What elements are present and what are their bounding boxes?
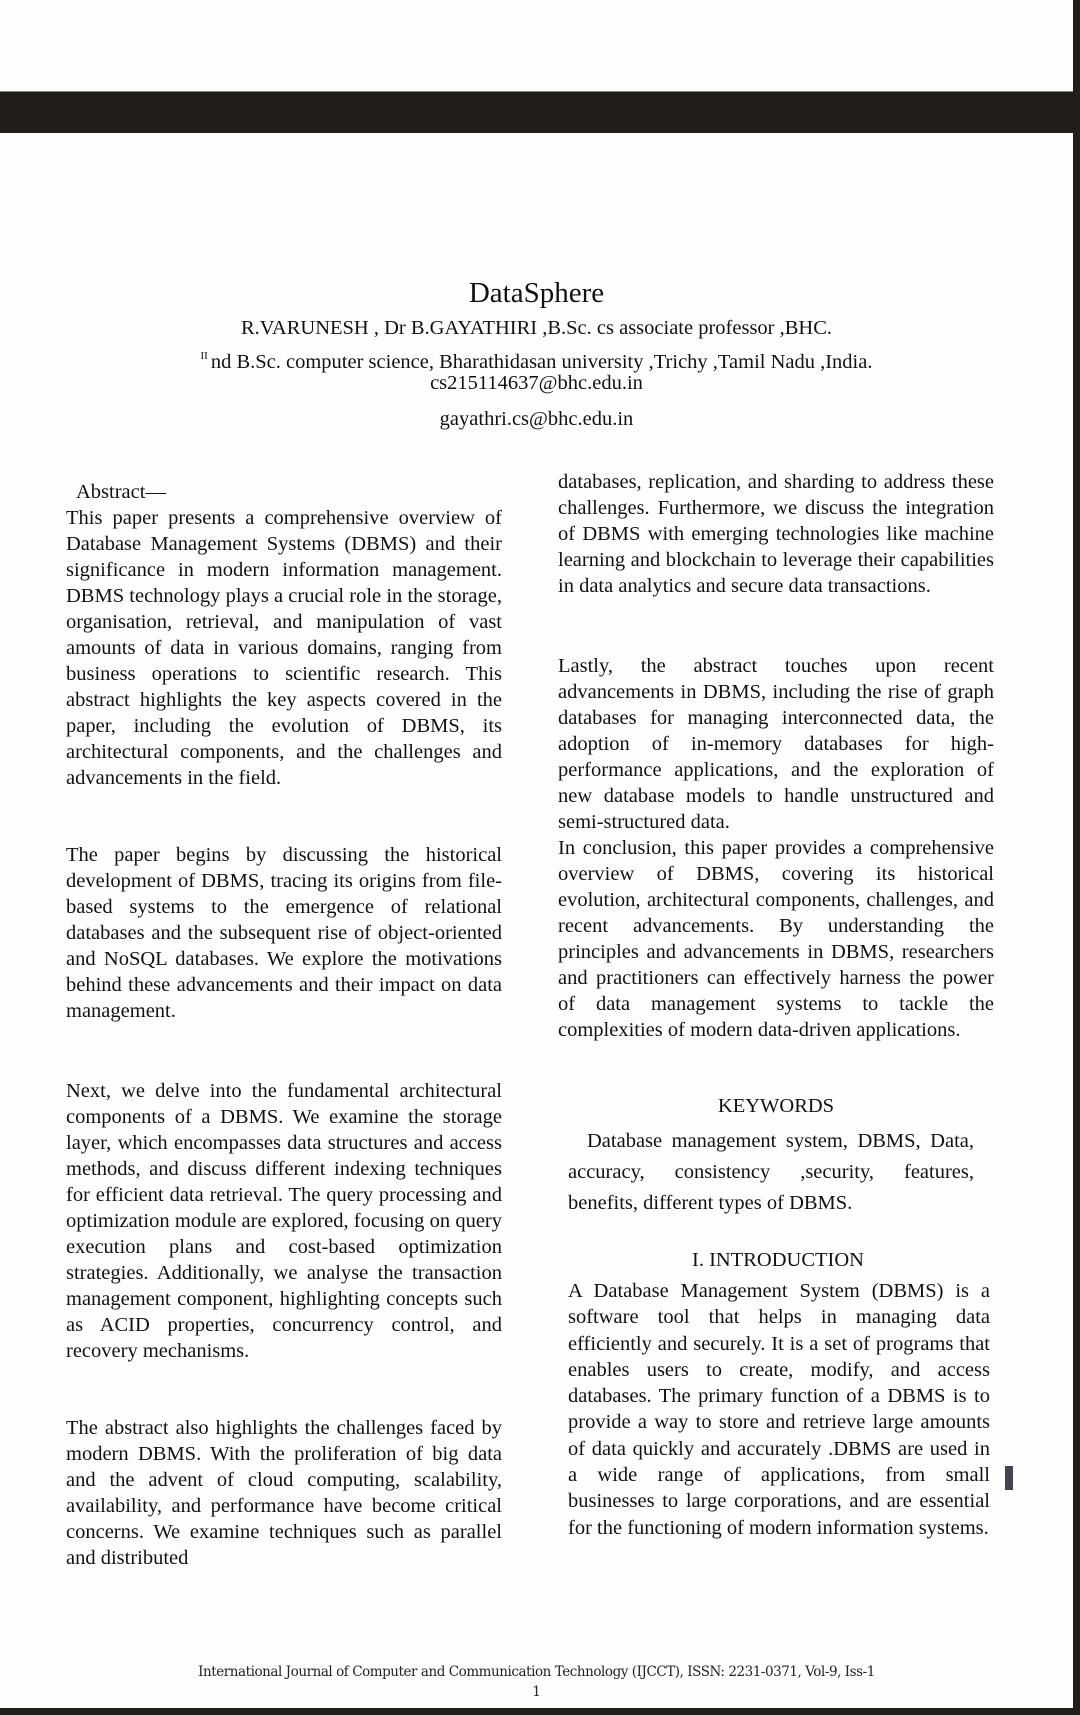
paragraph-text: In conclusion, this paper provides a comprehensive overview of DBMS, covering its historical evolution, architectural components, challenges, and recent advancements. By understanding the principles and advancements in DBMS, researchers and practitioners can effectively harness the power of data management systems to tackle the complexities of modern data-driven applications. [558,837,994,1041]
viewer-top-bar [0,91,1073,133]
abstract-paragraph-4-continued [558,469,994,599]
footer-journal-citation: International Journal of Computer and Communication Technology (IJCCT), ISSN: 2231-0371, Vol-9, Iss-1 [198,1664,875,1680]
introduction-heading: I. INTRODUCTION [692,1249,864,1271]
author-email-1: cs215114637@bhc.edu.in [430,372,643,394]
abstract-paragraph-4 [66,1415,502,1571]
abstract-paragraph-3 [66,1078,502,1364]
affiliation-superscript: II [200,350,208,362]
paragraph-text: Next, we delve into the fundamental architectural components of a DBMS. We examine the storage layer, which encompasses data structures and access methods, and discuss different indexing techniques for efficient data retrieval. The query processing and optimization module are explored, focusing on query execution plans and cost-based optimization strategies. Additionally, we analyse the transaction management component, highlighting concepts such as ACID properties, concurrency control, and recovery mechanisms. [66,1080,502,1362]
abstract-paragraph-1 [66,505,502,791]
affiliation-text: nd B.Sc. computer science, Bharathidasan university ,Trichy ,Tamil Nadu ,India. [210,351,873,373]
paragraph-text: The abstract also highlights the challenges faced by modern DBMS. With the proliferation of big data and the advent of cloud computing, scalability, availability, and performance have become critical concerns. We examine techniques such as parallel and distributed [66,1417,502,1569]
keywords-heading: KEYWORDS [717,1095,835,1117]
abstract-paragraph-2 [66,842,502,1024]
paper-title: DataSphere [468,277,605,309]
scroll-indicator[interactable] [1005,1466,1013,1490]
paper-authors: R.VARUNESH , Dr B.GAYATHIRI ,B.Sc. cs associate professor ,BHC. [240,317,833,339]
abstract-paragraph-conclusion [558,835,994,1043]
viewer-right-edge [1073,0,1080,1715]
keywords-text: Database management system, DBMS, Data, accuracy, consistency ,security, features, benefits, different types of DBMS. [568,1130,974,1214]
paragraph-text: Lastly, the abstract touches upon recent advancements in DBMS, including the rise of graph databases for managing interconnected data, the adoption of in-memory databases for high-performance applications, and the exploration of new database models to handle unstructured and semi-structured data. [558,655,994,833]
viewer-bottom-bar [0,1708,1080,1715]
abstract-paragraph-5 [558,653,994,835]
paragraph-text: This paper presents a comprehensive overview of Database Management Systems (DBMS) and their significance in modern information management. DBMS technology plays a crucial role in the storage, organisation, retrieval, and manipulation of vast amounts of data in various domains, ranging from business operations to scientific research. This abstract highlights the key aspects covered in the paper, including the evolution of DBMS, its architectural components, and the challenges and advancements in the field. [66,507,502,789]
introduction-text: A Database Management System (DBMS) is a software tool that helps in managing data efficiently and securely. It is a set of programs that enables users to create, modify, and access databases. The primary function of a DBMS is to provide a way to store and retrieve large amounts of data quickly and accurately .DBMS are used in a wide range of applications, from small businesses to large corporations, and are essential for the functioning of modern information systems. [568,1280,990,1539]
paragraph-text: The paper begins by discussing the historical development of DBMS, tracing its origins from file-based systems to the emergence of relational databases and the subsequent rise of object-oriented and NoSQL databases. We explore the motivations behind these advancements and their impact on data management. [66,844,502,1022]
paragraph-text: databases, replication, and sharding to address these challenges. Furthermore, we discuss the integration of DBMS with emerging technologies like machine learning and blockchain to leverage their capabilities in data analytics and secure data transactions. [558,471,994,597]
page-number: 1 [532,1684,541,1700]
abstract-label: Abstract— [76,481,166,503]
author-email-2: gayathri.cs@bhc.edu.in [439,408,634,430]
